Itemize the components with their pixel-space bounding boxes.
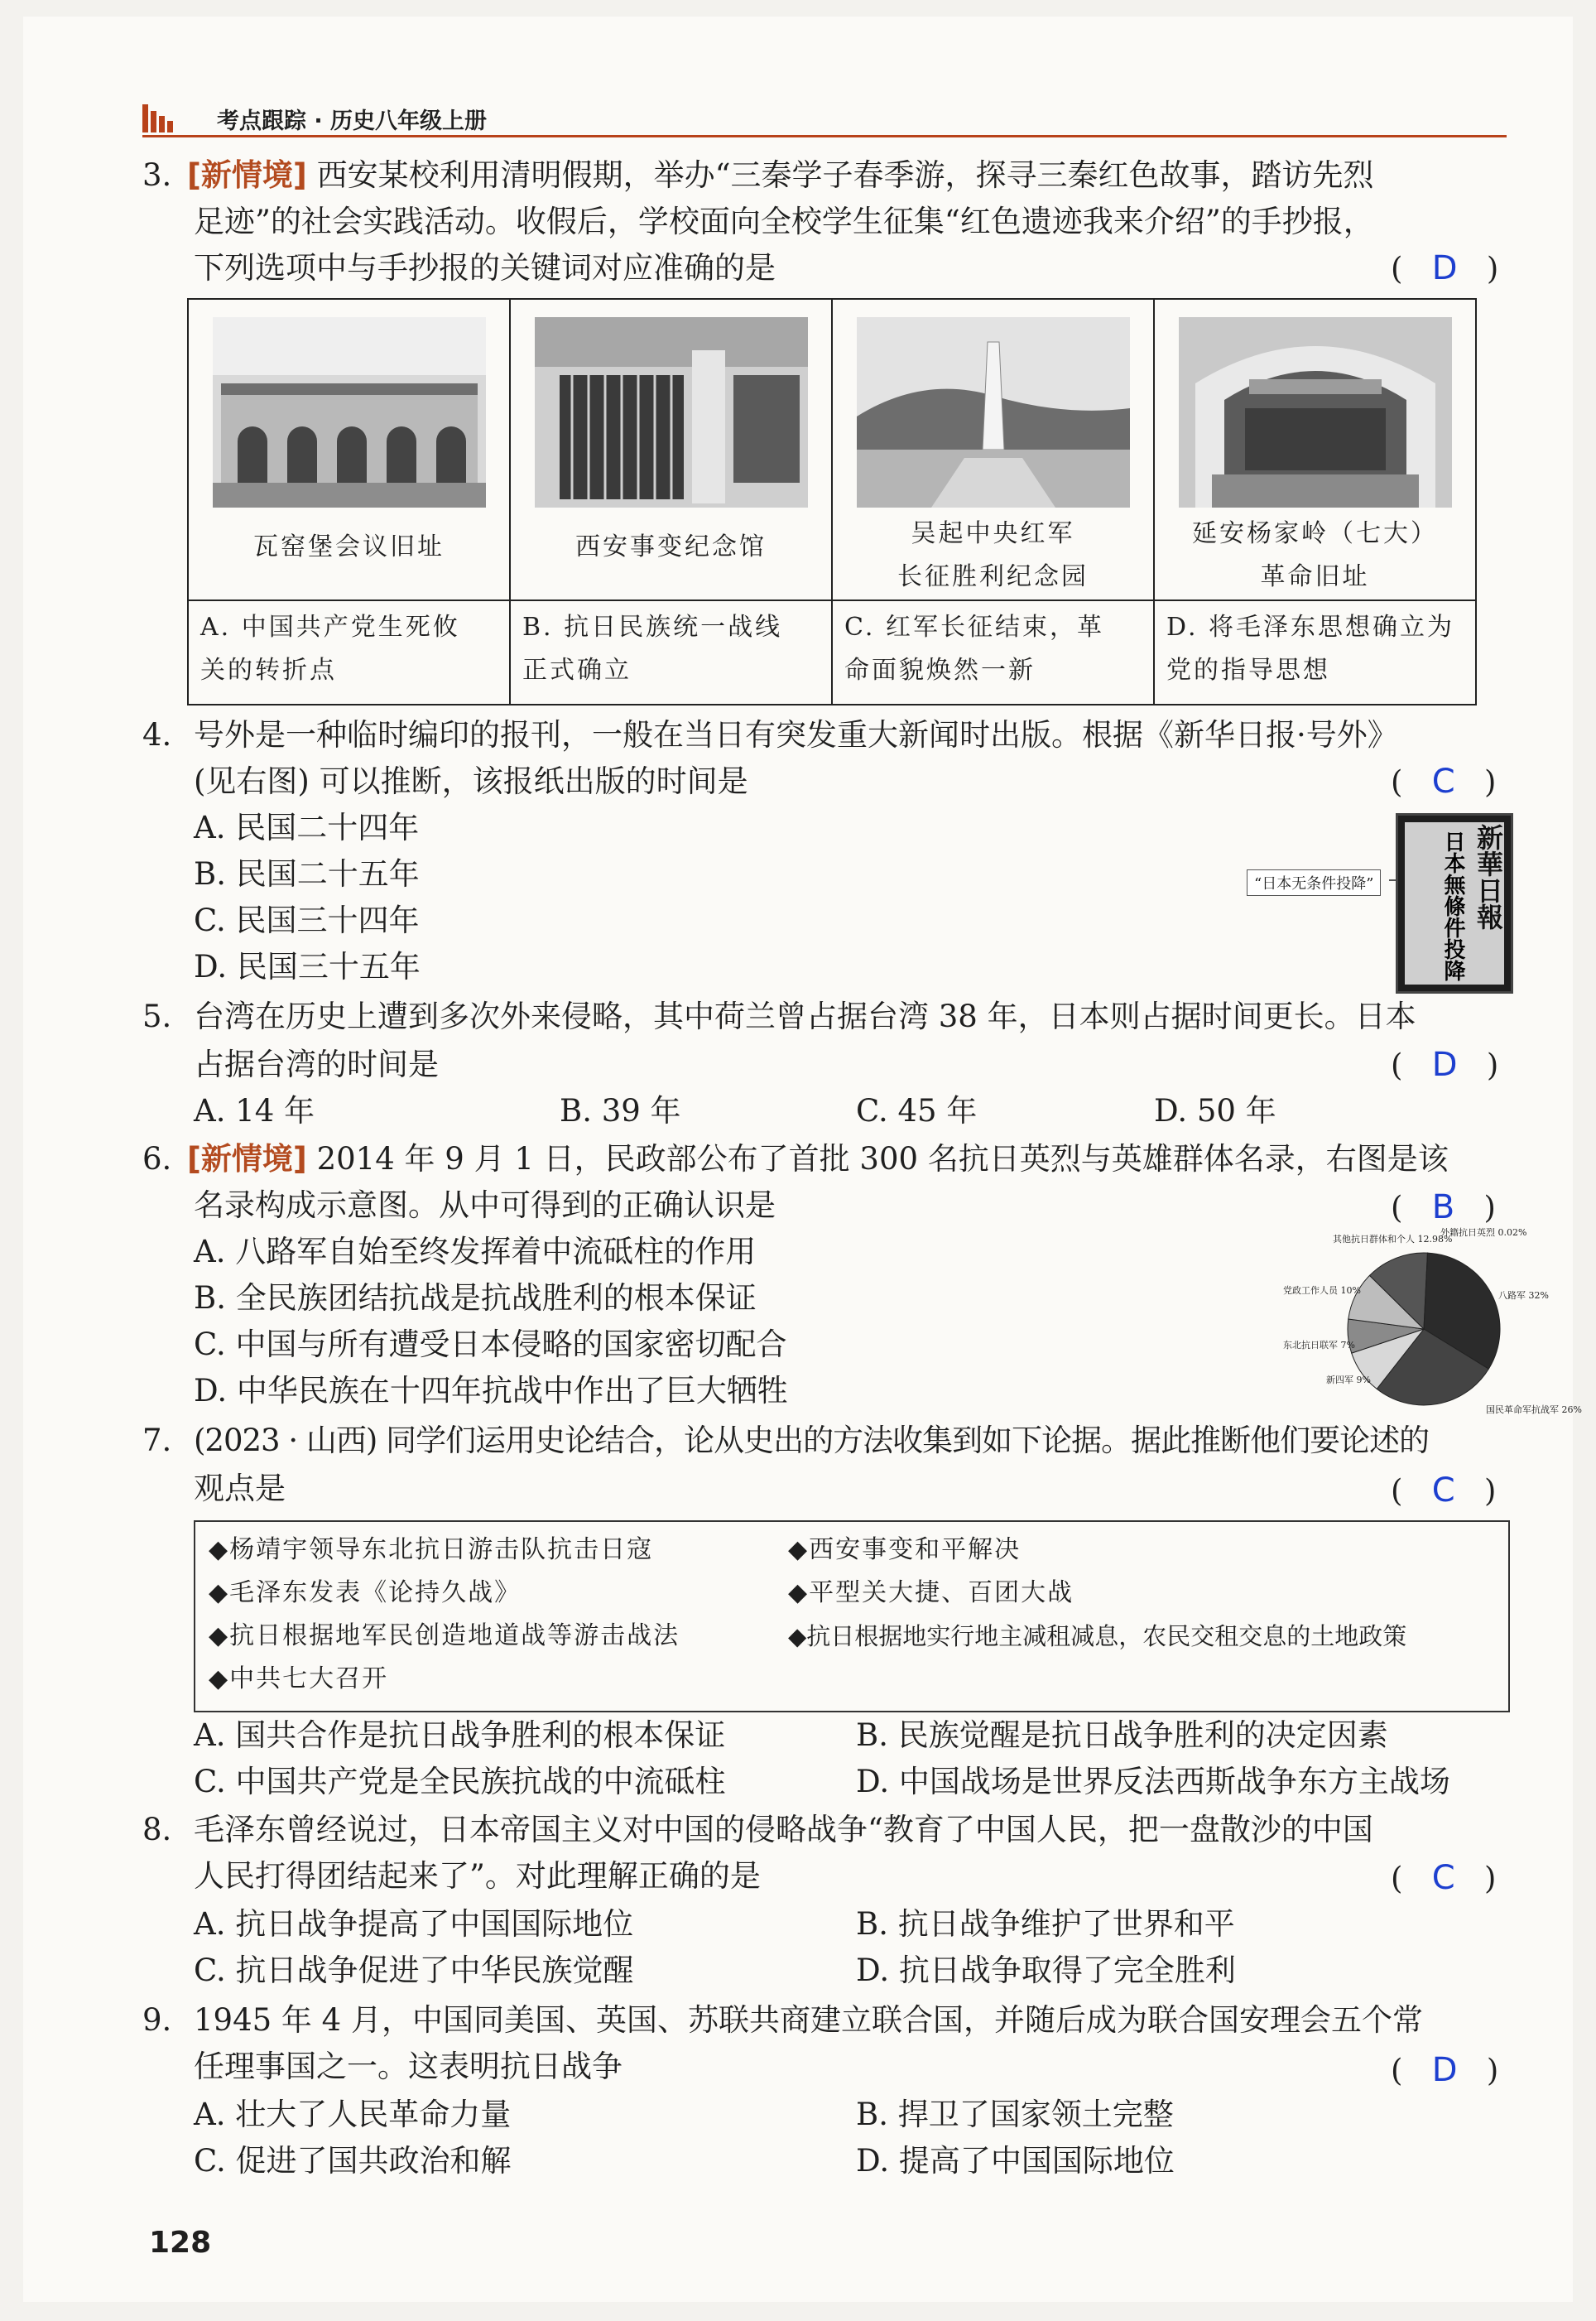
card-d-caption2: 革命旧址 bbox=[1260, 562, 1370, 591]
q8-option-b: B. 抗日战争维护了世界和平 bbox=[856, 1906, 1235, 1942]
q6-tag: [新情境] bbox=[187, 1141, 307, 1177]
q3-text1: 西安某校利用清明假期，举办“三秦学子春季游，探寻三秦红色故事，踏访先烈 bbox=[316, 157, 1374, 193]
q4-answer-paren: ( C ) bbox=[1391, 763, 1497, 801]
q4-option-b: B. 民国二十五年 bbox=[194, 856, 420, 892]
card-b-option bbox=[510, 600, 832, 705]
q3-card-table bbox=[187, 298, 1477, 705]
q6-line1 bbox=[187, 1136, 1449, 1182]
q4-line2: (见右图) 可以推断，该报纸出版的时间是 bbox=[194, 763, 748, 799]
q4-number: 4. bbox=[142, 717, 172, 753]
photo-xian-incident bbox=[535, 317, 808, 508]
q4-answer: C bbox=[1431, 763, 1455, 801]
q5-number: 5. bbox=[142, 999, 172, 1034]
q3-line1 bbox=[187, 152, 1374, 199]
newspaper-masthead: 新華日報 bbox=[1473, 824, 1504, 930]
q5-line2: 占据台湾的时间是 bbox=[194, 1047, 439, 1082]
q9-answer: D bbox=[1431, 2051, 1458, 2089]
pie-label-1: 国民革命军抗战军 26% bbox=[1486, 1404, 1582, 1415]
q3-answer: D bbox=[1431, 249, 1458, 287]
q7-answer: C bbox=[1431, 1471, 1455, 1510]
q7-option-c: C. 中国共产党是全民族抗战的中流砥柱 bbox=[194, 1764, 726, 1799]
q7-evidence-left-2: ◆毛泽东发表《论持久战》 bbox=[209, 1578, 522, 1607]
q6-option-a: A. 八路军自始至终发挥着中流砥柱的作用 bbox=[194, 1234, 757, 1269]
q3-number: 3. bbox=[142, 157, 172, 193]
q4-option-a: A. 民国二十四年 bbox=[194, 810, 420, 845]
pie-label-3: 东北抗日联军 7% bbox=[1283, 1340, 1355, 1351]
card-a-option-line1: A. 中国共产党生死攸 bbox=[200, 613, 460, 642]
q6-line2: 名录构成示意图。从中可得到的正确认识是 bbox=[194, 1187, 776, 1223]
q5-option-a: A. 14 年 bbox=[194, 1093, 315, 1129]
q7-line1: (2023 · 山西) 同学们运用史论结合，论从史出的方法收集到如下论据。据此推断他们要论述的 bbox=[194, 1423, 1430, 1458]
q3-tag: [新情境] bbox=[187, 157, 307, 193]
pie-label-0: 八路军 32% bbox=[1498, 1290, 1549, 1301]
q6-answer: B bbox=[1431, 1188, 1455, 1226]
q4-option-c: C. 民国三十四年 bbox=[194, 903, 420, 938]
q9-option-a: A. 壮大了人民革命力量 bbox=[194, 2097, 512, 2132]
q8-line1: 毛泽东曾经说过，日本帝国主义对中国的侵略战争“教育了中国人民，把一盘散沙的中国 bbox=[194, 1812, 1373, 1847]
photo-wayaobao bbox=[213, 317, 486, 508]
newspaper-image bbox=[1396, 813, 1513, 994]
card-d-option-line2: 党的指导思想 bbox=[1166, 656, 1330, 685]
q5-line1: 台湾在历史上遭到多次外来侵略，其中荷兰曾占据台湾 38 年，日本则占据时间更长。日本 bbox=[194, 999, 1416, 1034]
card-b-option-line1: B. 抗日民族统一战线 bbox=[522, 613, 783, 642]
header-title: 考点跟踪 · 历史八年级上册 bbox=[217, 108, 488, 134]
q7-evidence-left-3: ◆抗日根据地军民创造地道战等游击战法 bbox=[209, 1621, 680, 1650]
card-b-caption: 西安事变纪念馆 bbox=[575, 532, 767, 561]
q4-newspaper-label: “日本无条件投降” bbox=[1247, 869, 1381, 896]
page-number: 128 bbox=[149, 2226, 212, 2260]
card-d-option-line1: D. 将毛泽东思想确立为 bbox=[1166, 613, 1455, 642]
q6-option-c: C. 中国与所有遭受日本侵略的国家密切配合 bbox=[194, 1327, 787, 1362]
q8-line2: 人民打得团结起来了”。对此理解正确的是 bbox=[194, 1858, 761, 1894]
q6-text1: 2014 年 9 月 1 日，民政部公布了首批 300 名抗日英烈与英雄群体名录，右图是该 bbox=[316, 1141, 1449, 1177]
q8-number: 8. bbox=[142, 1812, 172, 1847]
card-b-option-line2: 正式确立 bbox=[522, 656, 632, 685]
q9-line1: 1945 年 4 月，中国同美国、英国、苏联共商建立联合国，并随后成为联合国安理会五个常 bbox=[194, 2002, 1423, 2038]
q6-number: 6. bbox=[142, 1141, 172, 1177]
q8-answer: C bbox=[1431, 1859, 1455, 1897]
q5-option-b: B. 39 年 bbox=[560, 1093, 681, 1129]
q5-option-c: C. 45 年 bbox=[856, 1093, 978, 1129]
card-d-picture bbox=[1154, 299, 1476, 600]
pie-label-6: 外籍抗日英烈 0.02% bbox=[1440, 1227, 1527, 1238]
q7-line2: 观点是 bbox=[194, 1471, 286, 1506]
q8-answer-paren: ( C ) bbox=[1391, 1859, 1497, 1897]
pie-label-5: 其他抗日群体和个人 12.98% bbox=[1333, 1234, 1453, 1245]
q9-answer-paren: ( D ) bbox=[1391, 2051, 1499, 2089]
q6-option-b: B. 全民族团结抗战是抗战胜利的根本保证 bbox=[194, 1280, 757, 1316]
pie-label-2: 新四军 9% bbox=[1326, 1375, 1371, 1385]
q3-answer-paren: ( D ) bbox=[1391, 249, 1499, 287]
q7-number: 7. bbox=[142, 1423, 172, 1458]
q3-line2: 足迹”的社会实践活动。收假后，学校面向全校学生征集“红色遗迹我来介绍”的手抄报， bbox=[194, 204, 1374, 239]
card-d-option bbox=[1154, 600, 1476, 705]
card-c-caption2: 长征胜利纪念园 bbox=[897, 562, 1089, 591]
pie-label-4: 党政工作人员 10% bbox=[1283, 1285, 1361, 1296]
q7-evidence-right-3: ◆抗日根据地实行地主减租减息，农民交租交息的土地政策 bbox=[788, 1622, 1407, 1650]
header-rule bbox=[142, 135, 1507, 137]
card-c-caption1: 吴起中央红军 bbox=[911, 519, 1075, 548]
q7-option-a: A. 国共合作是抗日战争胜利的根本保证 bbox=[194, 1717, 726, 1753]
card-c-option bbox=[832, 600, 1154, 705]
card-a-option bbox=[188, 600, 510, 705]
q8-option-d: D. 抗日战争取得了完全胜利 bbox=[856, 1953, 1236, 1988]
q7-evidence-right-1: ◆西安事变和平解决 bbox=[788, 1535, 1022, 1564]
q8-option-c: C. 抗日战争促进了中华民族觉醒 bbox=[194, 1953, 634, 1988]
q7-answer-paren: ( C ) bbox=[1391, 1471, 1497, 1510]
card-c-picture bbox=[832, 299, 1154, 600]
header-logo-icon bbox=[142, 103, 189, 132]
q9-option-b: B. 捍卫了国家领土完整 bbox=[856, 2097, 1174, 2132]
card-c-option-line1: C. 红军长征结束，革 bbox=[844, 613, 1104, 642]
newspaper-headline: 日本無條件投降 bbox=[1440, 831, 1465, 981]
q6-option-d: D. 中华民族在十四年抗战中作出了巨大牺牲 bbox=[194, 1373, 788, 1408]
q7-option-b: B. 民族觉醒是抗日战争胜利的决定因素 bbox=[856, 1717, 1388, 1753]
q9-number: 9. bbox=[142, 2002, 172, 2038]
q4-option-d: D. 民国三十五年 bbox=[194, 949, 421, 985]
photo-yangjialing bbox=[1179, 317, 1452, 508]
q4-line1: 号外是一种临时编印的报刊，一般在当日有突发重大新闻时出版。根据《新华日报·号外》 bbox=[194, 717, 1398, 753]
q5-answer: D bbox=[1431, 1046, 1458, 1084]
card-a-caption: 瓦窑堡会议旧址 bbox=[253, 532, 445, 561]
q5-option-d: D. 50 年 bbox=[1154, 1093, 1276, 1129]
card-d-caption1: 延安杨家岭（七大） bbox=[1192, 519, 1438, 548]
card-b-picture bbox=[510, 299, 832, 600]
roster-pie-chart bbox=[1275, 1226, 1582, 1424]
q9-option-d: D. 提高了中国国际地位 bbox=[856, 2143, 1175, 2179]
card-a-picture bbox=[188, 299, 510, 600]
q7-evidence-right-2: ◆平型关大捷、百团大战 bbox=[788, 1578, 1074, 1607]
card-c-option-line2: 命面貌焕然一新 bbox=[844, 656, 1036, 685]
q5-answer-paren: ( D ) bbox=[1391, 1046, 1499, 1084]
q9-option-c: C. 促进了国共政治和解 bbox=[194, 2143, 512, 2179]
photo-wuqi-memorial bbox=[857, 317, 1130, 508]
q7-evidence-left-4: ◆中共七大召开 bbox=[209, 1664, 389, 1693]
q3-line3: 下列选项中与手抄报的关键词对应准确的是 bbox=[194, 250, 776, 286]
q7-evidence-left-1: ◆杨靖宇领导东北抗日游击队抗击日寇 bbox=[209, 1535, 654, 1564]
card-a-option-line2: 关的转折点 bbox=[200, 656, 337, 685]
q6-answer-paren: ( B ) bbox=[1391, 1188, 1496, 1226]
q7-option-d: D. 中国战场是世界反法西斯战争东方主战场 bbox=[856, 1764, 1450, 1799]
q9-line2: 任理事国之一。这表明抗日战争 bbox=[194, 2049, 623, 2084]
q8-option-a: A. 抗日战争提高了中国国际地位 bbox=[194, 1906, 634, 1942]
